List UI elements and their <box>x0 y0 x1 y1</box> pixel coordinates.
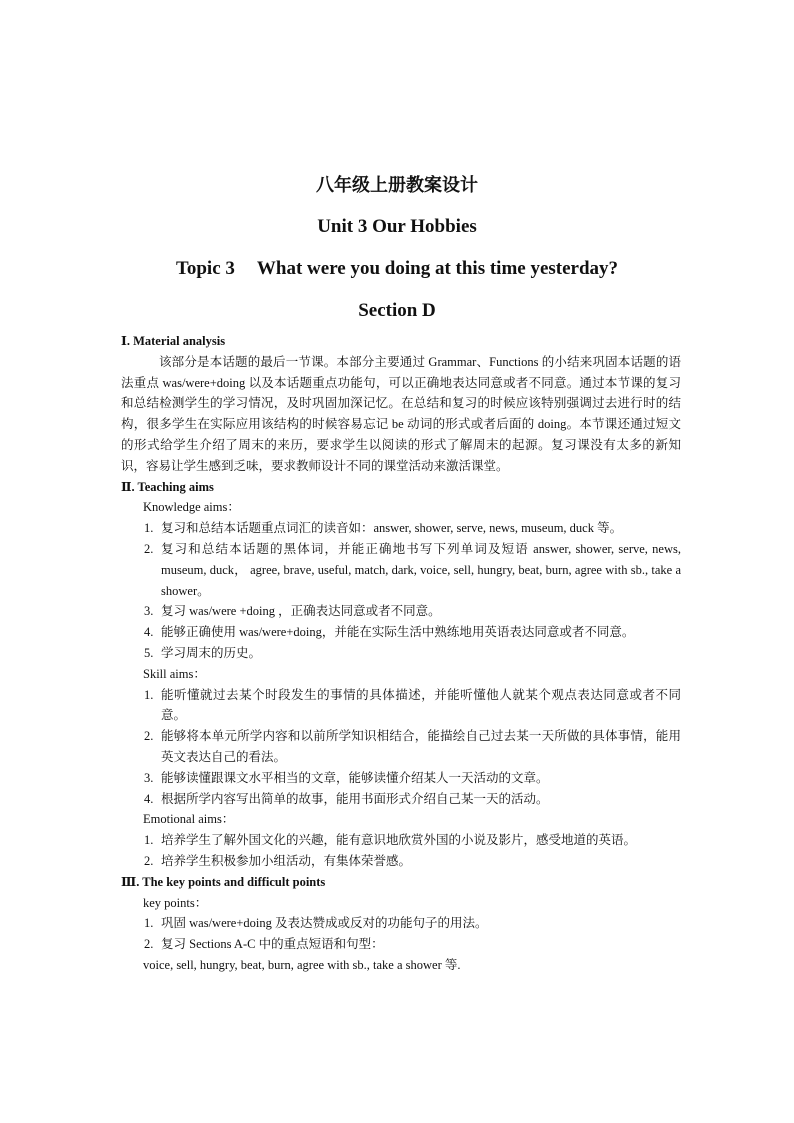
skill-aims-label: Skill aims： <box>143 666 206 681</box>
knowledge-aim-item <box>121 643 681 664</box>
unit-title: Unit 3 Our Hobbies <box>317 216 477 237</box>
item-number: 2. <box>144 541 154 556</box>
item-number: 4. <box>144 791 154 806</box>
item-number: 2. <box>144 937 154 952</box>
item-number: 1. <box>144 521 154 536</box>
item-number: 1. <box>144 833 154 848</box>
skill-aim-item <box>121 726 681 768</box>
topic-title <box>0 257 794 281</box>
topic-label: Topic 3 <box>175 258 235 279</box>
knowledge-aim-item <box>121 601 681 622</box>
material-analysis-heading: Ⅰ. Material analysis <box>121 334 226 348</box>
item-text: 复习和总结本话题重点词汇的读音如：answer, shower, serve, news, museum, duck 等。 <box>161 521 623 536</box>
key-points-label: key points： <box>143 895 208 910</box>
knowledge-aim-item <box>121 518 681 539</box>
emotional-aims-label: Emotional aims： <box>143 812 235 827</box>
key-phrases-line: voice, sell, hungry, beat, burn, agree with sb., take a shower 等. <box>143 957 461 972</box>
skill-aim-item <box>121 768 681 789</box>
lesson-plan-body <box>121 331 681 976</box>
item-text: 培养学生了解外国文化的兴趣，能有意识地欣赏外国的小说及影片，感受地道的英语。 <box>161 833 637 848</box>
item-number: 1. <box>144 916 154 931</box>
emotional-aim-item <box>121 851 681 872</box>
item-text: 学习周末的历史。 <box>161 645 262 660</box>
knowledge-aim-item <box>121 539 681 601</box>
item-number: 2. <box>144 853 154 868</box>
item-text: 培养学生积极参加小组活动，有集体荣誉感。 <box>161 853 412 868</box>
skill-aim-item <box>121 789 681 810</box>
item-text: 巩固 was/were+doing 及表达赞成或反对的功能句子的用法。 <box>161 916 488 931</box>
item-text: 能够正确使用 was/were+doing，并能在实际生活中熟练地用英语表达同意或者不同意。 <box>161 625 635 640</box>
knowledge-aims-label: Knowledge aims： <box>143 500 240 515</box>
item-number: 1. <box>144 687 154 702</box>
emotional-aim-item <box>121 830 681 851</box>
item-text: 能听懂就过去某个时段发生的事情的具体描述，并能听懂他人就某个观点表达同意或者不同意。 <box>161 687 681 723</box>
topic-question: What were you doing at this time yesterday? <box>256 258 619 279</box>
item-text: 复习 was/were +doing ，正确表达同意或者不同意。 <box>161 604 441 619</box>
material-analysis-paragraph: 该部分是本话题的最后一节课。本部分主要通过 Grammar、Functions 的小结来巩固本话题的语法重点 was/were+doing 以及本话题重点功能句，可以正确地表达同意或者不同意。通过本节课的复习和总结检测学生的学习情况，及时巩固加深记忆。在总结和复习的时候应该特别强调过去进行时的结构，很多学生在实际应用该结构的时候容易忘记 be 动词的形式或者后面的 doing。本节课还通过短文的形式给学生介绍了周末的来历，要求学生以阅读的形式了解周末的起源。复习课没有太多的新知识，容易让学生感到乏味，要求教师设计不同的课堂活动来激活课堂。 <box>121 354 681 473</box>
item-text: 根据所学内容写出简单的故事，能用书面形式介绍自己某一天的活动。 <box>161 791 549 806</box>
item-text: 能够读懂跟课文水平相当的文章，能够读懂介绍某人一天活动的文章。 <box>161 770 549 785</box>
key-point-item <box>121 934 681 955</box>
key-point-item <box>121 913 681 934</box>
item-number: 5. <box>144 645 154 660</box>
knowledge-aim-item <box>121 622 681 643</box>
item-number: 2. <box>144 729 154 744</box>
item-number: 3. <box>144 770 154 785</box>
item-text: 复习 Sections A-C 中的重点短语和句型： <box>161 937 384 952</box>
item-text: 复习和总结本话题的黑体词，并能正确地书写下列单词及短语 answer, shower, serve, news, museum, duck， agree, brave, useful, match, dark, voice, sell, hungry, beat, burn, agree with sb., take a shower。 <box>161 541 681 598</box>
skill-aim-item <box>121 685 681 727</box>
section-title: Section D <box>358 300 436 321</box>
grade-title: 八年级上册教案设计 <box>316 175 478 196</box>
teaching-aims-heading: Ⅱ. Teaching aims <box>121 479 214 494</box>
key-points-heading: Ⅲ. The key points and difficult points <box>121 874 326 889</box>
item-number: 3. <box>144 604 154 619</box>
item-number: 4. <box>144 625 154 640</box>
item-text: 能够将本单元所学内容和以前所学知识相结合，能描绘自己过去某一天所做的具体事情，能用英文表达自己的看法。 <box>161 729 681 764</box>
